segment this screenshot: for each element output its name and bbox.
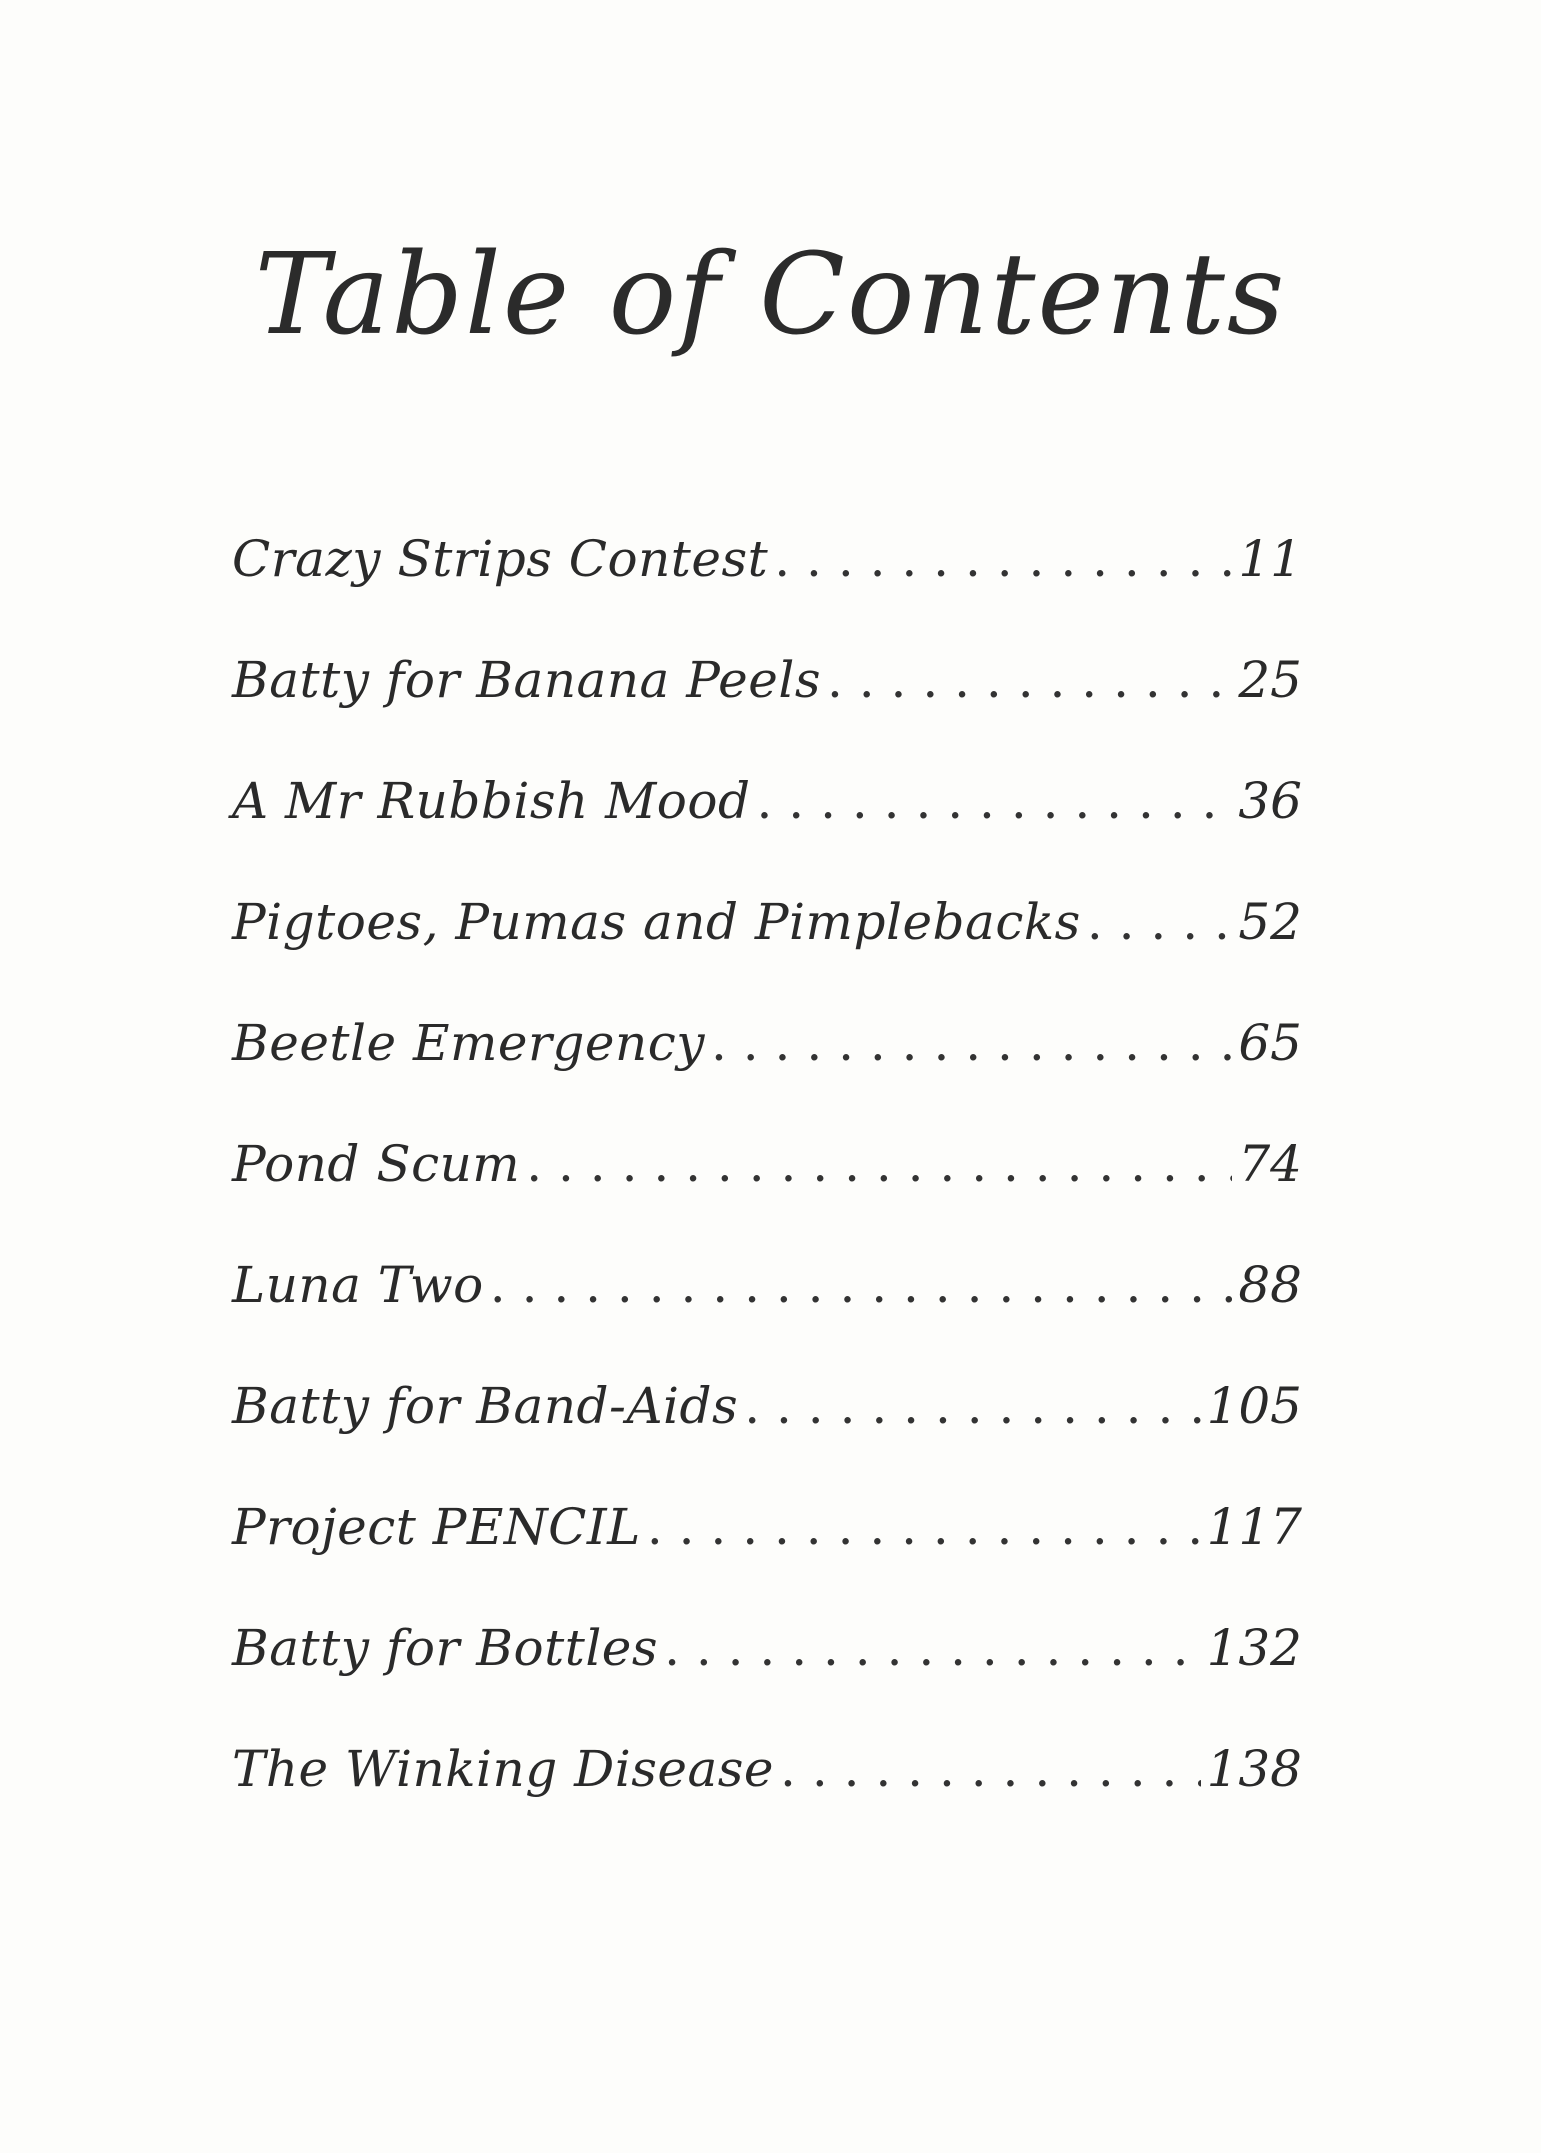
dot-leader (526, 1135, 1232, 1193)
page-number: 132 (1206, 1619, 1302, 1677)
toc-entry (232, 1740, 1302, 1861)
page-number: 105 (1206, 1377, 1302, 1435)
chapter-title: Project PENCIL (232, 1498, 641, 1556)
dot-leader (647, 1498, 1201, 1556)
toc-entry (232, 530, 1302, 651)
toc-entry (232, 1377, 1302, 1498)
chapter-title: A Mr Rubbish Mood (232, 772, 751, 830)
dot-leader (490, 1256, 1233, 1314)
page-number: 52 (1238, 893, 1302, 951)
page-number: 11 (1238, 530, 1302, 588)
chapter-title: Luna Two (232, 1256, 484, 1314)
table-of-contents-list (232, 530, 1302, 1861)
page-number: 74 (1238, 1135, 1302, 1193)
chapter-title: Beetle Emergency (232, 1014, 705, 1072)
chapter-title: Crazy Strips Contest (232, 530, 769, 588)
dot-leader (1087, 893, 1233, 951)
dot-leader (744, 1377, 1200, 1435)
toc-entry (232, 1256, 1302, 1377)
toc-entry (232, 1014, 1302, 1135)
dot-leader (827, 651, 1232, 709)
chapter-title: Batty for Bottles (232, 1619, 659, 1677)
page-number: 88 (1238, 1256, 1302, 1314)
toc-entry (232, 651, 1302, 772)
toc-entry (232, 1135, 1302, 1256)
page-number: 25 (1238, 651, 1302, 709)
chapter-title: Pigtoes, Pumas and Pimplebacks (232, 893, 1081, 951)
dot-leader (664, 1619, 1201, 1677)
toc-entry (232, 1498, 1302, 1619)
dot-leader (780, 1740, 1201, 1798)
toc-entry (232, 772, 1302, 893)
page-number: 117 (1206, 1498, 1302, 1556)
chapter-title: Pond Scum (232, 1135, 521, 1193)
page-title: Table of Contents (254, 230, 1287, 360)
toc-entry (232, 893, 1302, 1014)
toc-entry (232, 1619, 1302, 1740)
page-number: 138 (1206, 1740, 1302, 1798)
chapter-title: Batty for Band-Aids (232, 1377, 739, 1435)
chapter-title: The Winking Disease (232, 1740, 775, 1798)
dot-leader (711, 1014, 1232, 1072)
page-number: 36 (1238, 772, 1302, 830)
chapter-title: Batty for Banana Peels (232, 651, 821, 709)
dot-leader (757, 772, 1233, 830)
dot-leader (774, 530, 1232, 588)
page-number: 65 (1238, 1014, 1302, 1072)
